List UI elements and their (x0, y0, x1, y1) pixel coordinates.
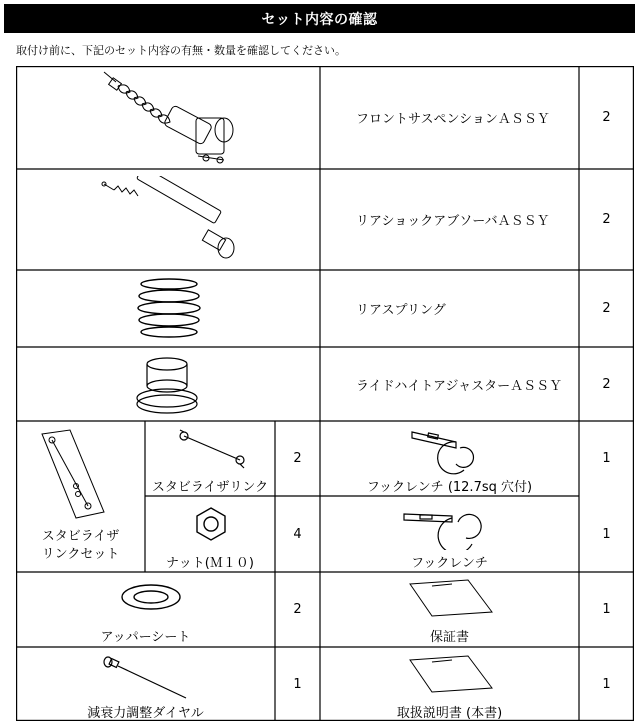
item-name-rear-shock: リアショックアブソーバＡＳＳＹ (356, 214, 550, 229)
contents-table (16, 66, 634, 721)
damping-dial-name: 減衰力調整ダイヤル (87, 706, 204, 721)
upper-sheet-illustration (119, 582, 183, 612)
rear-spring-illustration (124, 276, 214, 342)
stabilizer-link-set-bag-illustration (38, 428, 108, 520)
hook-wrench-illustration (400, 504, 490, 550)
hook-wrench-hole-name: フックレンチ (12.7sq 穴付) (366, 480, 533, 495)
manual-illustration (406, 654, 496, 694)
nut-qty: 4 (293, 526, 302, 542)
warranty-name: 保証書 (429, 630, 469, 645)
warranty-qty: 1 (602, 602, 611, 617)
front-suspension-assy-illustration (96, 70, 276, 166)
warranty-card-illustration (406, 578, 496, 618)
nut-illustration (193, 506, 229, 542)
item-qty-rear-shock: 2 (602, 212, 611, 227)
hook-wrench-hole-illustration (408, 426, 488, 476)
stabilizer-link-name: スタビライザリンク (151, 480, 269, 495)
stabilizer-link-illustration (176, 428, 248, 470)
upper-sheet-name: アッパーシート (100, 630, 191, 645)
upper-sheet-qty: 2 (293, 602, 302, 617)
damping-dial-illustration (100, 654, 190, 700)
stabilizer-link-set-label-line1: スタビライザ (41, 529, 120, 544)
item-qty-ride-height-adjuster: 2 (602, 376, 611, 392)
intro-text: 取付け前に、下記のセット内容の有無・数量を確認してください。 (16, 44, 346, 57)
item-qty-rear-spring: 2 (602, 301, 611, 316)
item-name-ride-height-adjuster: ライドハイトアジャスターＡＳＳＹ (356, 378, 563, 394)
stabilizer-link-set-label (16, 528, 145, 564)
section-title: セット内容の確認 (4, 4, 635, 33)
rear-shock-absorber-illustration (96, 176, 246, 266)
item-qty-front-suspension: 2 (602, 110, 611, 125)
item-name-rear-spring: リアスプリング (356, 303, 446, 318)
item-name-front-suspension: フロントサスペンションＡＳＳＹ (356, 112, 550, 127)
ride-height-adjuster-illustration (132, 354, 202, 416)
manual-name: 取扱説明書 (本書) (396, 706, 503, 721)
hook-wrench-qty: 1 (602, 526, 611, 542)
damping-dial-qty: 1 (293, 676, 302, 692)
hook-wrench-hole-qty: 1 (602, 451, 611, 466)
nut-name: ナット(Ｍ１０) (166, 556, 254, 571)
manual-qty: 1 (602, 676, 611, 692)
hook-wrench-name: フックレンチ (411, 556, 488, 571)
stabilizer-link-set-label-line2: リンクセット (41, 547, 120, 562)
stabilizer-link-qty: 2 (293, 451, 302, 466)
